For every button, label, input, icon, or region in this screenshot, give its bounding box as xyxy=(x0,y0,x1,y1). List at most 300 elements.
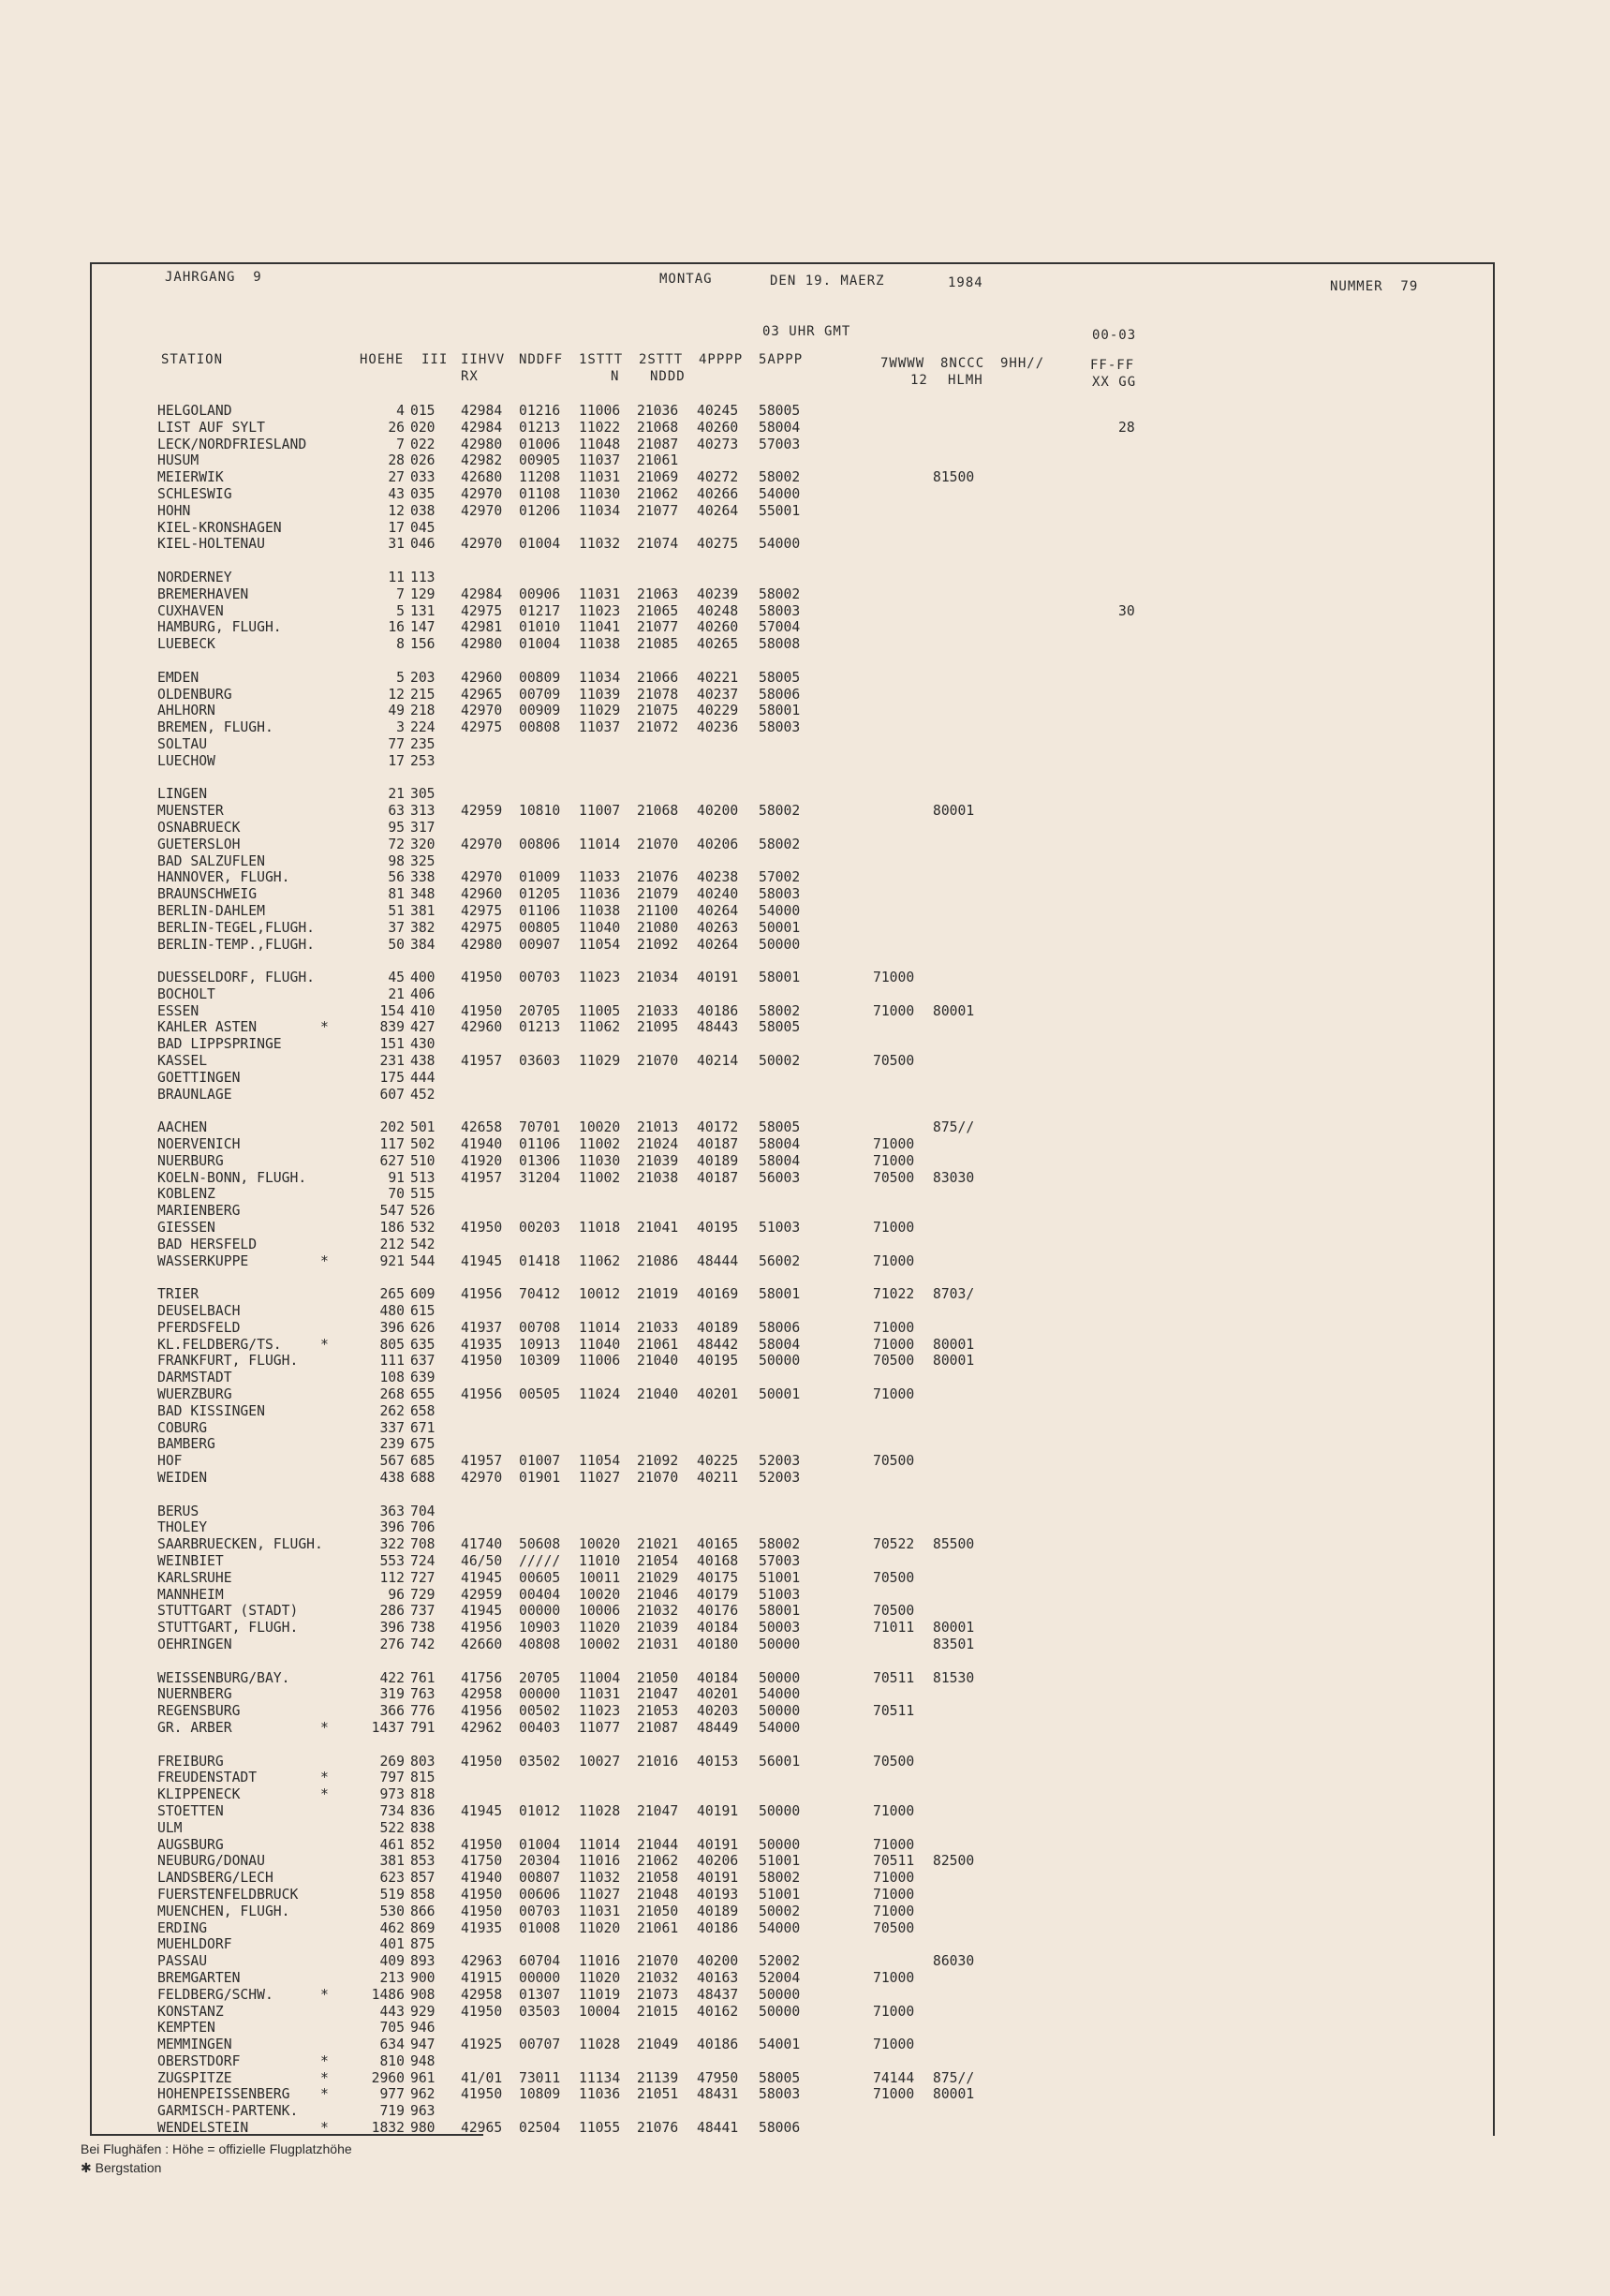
group-nddff: 01217 xyxy=(519,602,561,619)
group-iihvv: 41957 xyxy=(461,1169,503,1186)
mountain-marker: * xyxy=(320,1786,329,1803)
station-number: 729 xyxy=(410,1586,436,1603)
group-1sttt: 11004 xyxy=(579,1669,621,1686)
group-4pppp: 40187 xyxy=(697,1136,739,1153)
station-number: 382 xyxy=(410,919,436,936)
mountain-marker: * xyxy=(320,1986,329,2003)
station-number: 900 xyxy=(410,1969,436,1986)
group-5appp: 58004 xyxy=(759,1152,801,1169)
group-1sttt: 11027 xyxy=(579,1470,621,1486)
group-nddff: 01008 xyxy=(519,1919,561,1936)
station-height: 21 xyxy=(388,786,405,803)
group-8nccc: 81500 xyxy=(933,469,975,486)
group-nddff: 01205 xyxy=(519,886,561,903)
station-number: 338 xyxy=(410,869,436,886)
group-2sttt: 21061 xyxy=(637,1336,679,1353)
group-1sttt: 10004 xyxy=(579,2003,621,2020)
group-nddff: 73011 xyxy=(519,2069,561,2086)
group-5appp: 58006 xyxy=(759,2120,801,2137)
station-number: 908 xyxy=(410,1986,436,2003)
station-height: 175 xyxy=(379,1069,405,1086)
group-7wwww: 70511 xyxy=(873,1853,915,1870)
group-4pppp: 40180 xyxy=(697,1636,739,1652)
station-name: PFERDSFELD xyxy=(157,1319,241,1336)
group-nddff: 00909 xyxy=(519,703,561,719)
group-1sttt: 11062 xyxy=(579,1019,621,1036)
station-name: LECK/NORDFRIESLAND xyxy=(157,436,307,452)
group-1sttt: 11054 xyxy=(579,936,621,953)
group-4pppp: 40238 xyxy=(697,869,739,886)
group-nddff: 01216 xyxy=(519,403,561,419)
station-name: NORDERNEY xyxy=(157,569,232,585)
group-5appp: 58006 xyxy=(759,1319,801,1336)
station-name: LIST AUF SYLT xyxy=(157,419,265,436)
station-height: 705 xyxy=(379,2020,405,2037)
group-2sttt: 21033 xyxy=(637,1002,679,1019)
group-4pppp: 40191 xyxy=(697,1870,739,1887)
group-2sttt: 21065 xyxy=(637,602,679,619)
station-name: BAD KISSINGEN xyxy=(157,1402,265,1419)
group-4pppp: 40237 xyxy=(697,686,739,703)
station-name: ERDING xyxy=(157,1919,208,1936)
station-number: 020 xyxy=(410,419,436,436)
group-2sttt: 21066 xyxy=(637,669,679,686)
station-name: PASSAU xyxy=(157,1953,208,1970)
group-iihvv: 41/01 xyxy=(461,2069,503,2086)
group-nddff: 00703 xyxy=(519,1903,561,1919)
group-4pppp: 40168 xyxy=(697,1552,739,1569)
station-number: 803 xyxy=(410,1753,436,1770)
station-number: 400 xyxy=(410,970,436,986)
station-height: 519 xyxy=(379,1886,405,1903)
group-5appp: 52003 xyxy=(759,1453,801,1470)
station-height: 202 xyxy=(379,1119,405,1136)
group-iihvv: 42984 xyxy=(461,585,503,602)
station-number: 515 xyxy=(410,1186,436,1203)
group-2sttt: 21050 xyxy=(637,1903,679,1919)
group-1sttt: 11023 xyxy=(579,1703,621,1720)
group-nddff: 10913 xyxy=(519,1336,561,1353)
group-nddff: 01010 xyxy=(519,619,561,636)
group-4pppp: 40162 xyxy=(697,2003,739,2020)
group-2sttt: 21047 xyxy=(637,1686,679,1703)
group-4pppp: 47950 xyxy=(697,2069,739,2086)
group-2sttt: 21073 xyxy=(637,1986,679,2003)
group-2sttt: 21013 xyxy=(637,1119,679,1136)
station-name: LINGEN xyxy=(157,786,208,803)
group-nddff: 03502 xyxy=(519,1753,561,1770)
group-5appp: 58003 xyxy=(759,886,801,903)
group-2sttt: 21021 xyxy=(637,1536,679,1553)
col-ff-sub: XX GG xyxy=(1092,375,1137,390)
group-7wwww: 71022 xyxy=(873,1286,915,1303)
group-nddff: 50608 xyxy=(519,1536,561,1553)
group-nddff: 00000 xyxy=(519,1603,561,1620)
group-7wwww: 71000 xyxy=(873,1002,915,1019)
station-name: ULM xyxy=(157,1819,183,1836)
station-name: STUTTGART (STADT) xyxy=(157,1603,299,1620)
station-name: STOETTEN xyxy=(157,1802,224,1819)
group-4pppp: 40193 xyxy=(697,1886,739,1903)
group-iihvv: 42970 xyxy=(461,703,503,719)
group-7wwww: 70522 xyxy=(873,1536,915,1553)
group-5appp: 50000 xyxy=(759,1836,801,1853)
group-iihvv: 41950 xyxy=(461,1903,503,1919)
station-name: GIESSEN xyxy=(157,1220,215,1237)
station-height: 396 xyxy=(379,1519,405,1536)
group-5appp: 58002 xyxy=(759,803,801,820)
group-5appp: 50003 xyxy=(759,1620,801,1637)
group-1sttt: 11023 xyxy=(579,602,621,619)
station-number: 857 xyxy=(410,1870,436,1887)
group-1sttt: 11038 xyxy=(579,636,621,653)
group-2sttt: 21068 xyxy=(637,803,679,820)
station-height: 797 xyxy=(379,1770,405,1786)
group-7wwww: 71000 xyxy=(873,1386,915,1403)
group-iihvv: 41940 xyxy=(461,1870,503,1887)
group-nddff: 70412 xyxy=(519,1286,561,1303)
station-height: 480 xyxy=(379,1303,405,1320)
station-name: MARIENBERG xyxy=(157,1203,241,1220)
station-number: 761 xyxy=(410,1669,436,1686)
station-name: BERLIN-TEGEL,FLUGH. xyxy=(157,919,316,936)
station-name: KAHLER ASTEN xyxy=(157,1019,258,1036)
station-number: 015 xyxy=(410,403,436,419)
station-height: 151 xyxy=(379,1036,405,1053)
group-8nccc: 81530 xyxy=(933,1669,975,1686)
group-1sttt: 11007 xyxy=(579,803,621,820)
station-name: FELDBERG/SCHW. xyxy=(157,1986,273,2003)
station-height: 607 xyxy=(379,1086,405,1103)
group-4pppp: 40263 xyxy=(697,919,739,936)
group-4pppp: 40266 xyxy=(697,485,739,502)
group-5appp: 51003 xyxy=(759,1586,801,1603)
group-5appp: 50002 xyxy=(759,1903,801,1919)
station-name: KIEL-KRONSHAGEN xyxy=(157,519,282,536)
group-iihvv: 42970 xyxy=(461,869,503,886)
station-number: 129 xyxy=(410,585,436,602)
station-name: KOELN-BONN, FLUGH. xyxy=(157,1169,307,1186)
group-4pppp: 48437 xyxy=(697,1986,739,2003)
group-5appp: 54001 xyxy=(759,2037,801,2053)
station-height: 553 xyxy=(379,1552,405,1569)
group-5appp: 58005 xyxy=(759,669,801,686)
date: DEN 19. MAERZ xyxy=(770,274,885,289)
group-4pppp: 40221 xyxy=(697,669,739,686)
group-nddff: 20705 xyxy=(519,1002,561,1019)
group-4pppp: 40260 xyxy=(697,419,739,436)
station-number: 532 xyxy=(410,1220,436,1237)
station-height: 12 xyxy=(388,686,405,703)
station-name: MANNHEIM xyxy=(157,1586,224,1603)
station-height: 111 xyxy=(379,1353,405,1370)
station-name: FREUDENSTADT xyxy=(157,1770,258,1786)
group-7wwww: 71000 xyxy=(873,1903,915,1919)
group-8nccc: 80001 xyxy=(933,1353,975,1370)
station-name: AHLHORN xyxy=(157,703,215,719)
group-5appp: 58005 xyxy=(759,403,801,419)
group-7wwww: 71000 xyxy=(873,1969,915,1986)
station-name: KASSEL xyxy=(157,1053,208,1070)
group-4pppp: 40191 xyxy=(697,1836,739,1853)
station-height: 522 xyxy=(379,1819,405,1836)
station-name: GUETERSLOH xyxy=(157,836,241,852)
station-number: 317 xyxy=(410,819,436,836)
group-4pppp: 40191 xyxy=(697,1802,739,1819)
station-number: 742 xyxy=(410,1636,436,1652)
group-5appp: 57002 xyxy=(759,869,801,886)
group-5appp: 51001 xyxy=(759,1853,801,1870)
station-number: 147 xyxy=(410,619,436,636)
group-iihvv: 42960 xyxy=(461,1019,503,1036)
group-5appp: 58004 xyxy=(759,1336,801,1353)
station-height: 567 xyxy=(379,1453,405,1470)
station-name: HANNOVER, FLUGH. xyxy=(157,869,290,886)
station-number: 708 xyxy=(410,1536,436,1553)
group-5appp: 50000 xyxy=(759,1636,801,1652)
group-nddff: 00403 xyxy=(519,1719,561,1736)
group-2sttt: 21048 xyxy=(637,1886,679,1903)
group-nddff: 00808 xyxy=(519,719,561,736)
station-name: HOF xyxy=(157,1453,183,1470)
group-iihvv: 41950 xyxy=(461,1002,503,1019)
group-4pppp: 40195 xyxy=(697,1353,739,1370)
station-height: 231 xyxy=(379,1053,405,1070)
group-1sttt: 10002 xyxy=(579,1636,621,1652)
group-iihvv: 41925 xyxy=(461,2037,503,2053)
group-5appp: 56002 xyxy=(759,1252,801,1269)
group-5appp: 51001 xyxy=(759,1569,801,1586)
group-5appp: 54000 xyxy=(759,536,801,553)
station-number: 348 xyxy=(410,886,436,903)
group-nddff: 01004 xyxy=(519,1836,561,1853)
group-4pppp: 40172 xyxy=(697,1119,739,1136)
station-number: 045 xyxy=(410,519,436,536)
group-5appp: 58002 xyxy=(759,585,801,602)
group-4pppp: 40184 xyxy=(697,1669,739,1686)
group-1sttt: 11027 xyxy=(579,1886,621,1903)
group-iihvv: 42965 xyxy=(461,2120,503,2137)
group-iihvv: 41956 xyxy=(461,1703,503,1720)
station-number: 838 xyxy=(410,1819,436,1836)
station-height: 77 xyxy=(388,735,405,752)
group-4pppp: 40239 xyxy=(697,585,739,602)
group-2sttt: 21095 xyxy=(637,1019,679,1036)
group-5appp: 57003 xyxy=(759,436,801,452)
station-name: OLDENBURG xyxy=(157,686,232,703)
station-name: NOERVENICH xyxy=(157,1136,241,1153)
group-nddff: 01006 xyxy=(519,436,561,452)
col-7wwww: 7WWWW xyxy=(880,356,925,371)
col-1sttt: 1STTT xyxy=(579,352,624,367)
group-4pppp: 48444 xyxy=(697,1252,739,1269)
group-iihvv: 42958 xyxy=(461,1686,503,1703)
group-2sttt: 21087 xyxy=(637,436,679,452)
group-5appp: 51001 xyxy=(759,1886,801,1903)
group-5appp: 54000 xyxy=(759,1686,801,1703)
group-2sttt: 21092 xyxy=(637,1453,679,1470)
group-iihvv: 41915 xyxy=(461,1969,503,1986)
group-5appp: 58002 xyxy=(759,1870,801,1887)
group-1sttt: 11002 xyxy=(579,1169,621,1186)
station-height: 51 xyxy=(388,902,405,919)
station-height: 805 xyxy=(379,1336,405,1353)
group-iihvv: 41740 xyxy=(461,1536,503,1553)
station-number: 542 xyxy=(410,1236,436,1252)
group-1sttt: 11054 xyxy=(579,1453,621,1470)
group-5appp: 54000 xyxy=(759,1919,801,1936)
group-4pppp: 40195 xyxy=(697,1220,739,1237)
mountain-marker: * xyxy=(320,1019,329,1036)
group-1sttt: 11014 xyxy=(579,836,621,852)
group-1sttt: 11077 xyxy=(579,1719,621,1736)
col-iihvv-sub: RX xyxy=(461,369,479,384)
station-number: 704 xyxy=(410,1503,436,1519)
group-4pppp: 40229 xyxy=(697,703,739,719)
station-name: HELGOLAND xyxy=(157,403,232,419)
group-nddff: 02504 xyxy=(519,2120,561,2137)
station-height: 239 xyxy=(379,1436,405,1453)
group-8nccc: 80001 xyxy=(933,803,975,820)
group-iihvv: 42982 xyxy=(461,452,503,469)
group-5appp: 58003 xyxy=(759,719,801,736)
station-name: SCHLESWIG xyxy=(157,485,232,502)
group-2sttt: 21077 xyxy=(637,502,679,519)
col-nddff: NDDFF xyxy=(519,352,564,367)
group-iihvv: 42960 xyxy=(461,886,503,903)
group-4pppp: 40186 xyxy=(697,1919,739,1936)
group-5appp: 52004 xyxy=(759,1969,801,1986)
station-height: 17 xyxy=(388,752,405,769)
group-1sttt: 11019 xyxy=(579,1986,621,2003)
station-height: 973 xyxy=(379,1786,405,1803)
station-height: 337 xyxy=(379,1419,405,1436)
col-9hh: 9HH// xyxy=(1000,356,1045,371)
group-4pppp: 40189 xyxy=(697,1903,739,1919)
station-height: 26 xyxy=(388,419,405,436)
station-height: 3 xyxy=(396,719,405,736)
group-1sttt: 11018 xyxy=(579,1220,621,1237)
group-4pppp: 40245 xyxy=(697,403,739,419)
station-name: ESSEN xyxy=(157,1002,199,1019)
group-4pppp: 40176 xyxy=(697,1603,739,1620)
group-4pppp: 40272 xyxy=(697,469,739,486)
station-height: 2960 xyxy=(371,2069,405,2086)
group-8nccc: 80001 xyxy=(933,1620,975,1637)
group-1sttt: 11006 xyxy=(579,403,621,419)
group-2sttt: 21072 xyxy=(637,719,679,736)
group-iihvv: 42660 xyxy=(461,1636,503,1652)
station-number: 836 xyxy=(410,1802,436,1819)
station-height: 547 xyxy=(379,1203,405,1220)
group-iihvv: 42960 xyxy=(461,669,503,686)
station-number: 381 xyxy=(410,902,436,919)
col-8nccc-sub: HLMH xyxy=(948,373,983,388)
group-5appp: 57003 xyxy=(759,1552,801,1569)
group-1sttt: 11038 xyxy=(579,902,621,919)
group-1sttt: 11036 xyxy=(579,2086,621,2103)
group-7wwww: 71000 xyxy=(873,1802,915,1819)
station-name: FREIBURG xyxy=(157,1753,224,1770)
station-name: CUXHAVEN xyxy=(157,602,224,619)
group-2sttt: 21062 xyxy=(637,1853,679,1870)
group-2sttt: 21086 xyxy=(637,1252,679,1269)
group-7wwww: 71000 xyxy=(873,1136,915,1153)
group-iihvv: 41956 xyxy=(461,1620,503,1637)
group-2sttt: 21053 xyxy=(637,1703,679,1720)
station-number: 853 xyxy=(410,1853,436,1870)
group-iihvv: 41756 xyxy=(461,1669,503,1686)
group-1sttt: 11030 xyxy=(579,485,621,502)
station-height: 96 xyxy=(388,1586,405,1603)
group-8nccc: 85500 xyxy=(933,1536,975,1553)
group-1sttt: 11031 xyxy=(579,1903,621,1919)
station-number: 980 xyxy=(410,2120,436,2137)
group-nddff: 00809 xyxy=(519,669,561,686)
group-iihvv: 42962 xyxy=(461,1719,503,1736)
group-5appp: 58001 xyxy=(759,970,801,986)
station-number: 947 xyxy=(410,2037,436,2053)
station-number: 215 xyxy=(410,686,436,703)
group-8nccc: 80001 xyxy=(933,1336,975,1353)
group-8nccc: 80001 xyxy=(933,1002,975,1019)
group-1sttt: 11024 xyxy=(579,1386,621,1403)
station-name: OBERSTDORF xyxy=(157,2052,241,2069)
station-number: 671 xyxy=(410,1419,436,1436)
group-4pppp: 40184 xyxy=(697,1620,739,1637)
group-7wwww: 71000 xyxy=(873,1152,915,1169)
group-2sttt: 21058 xyxy=(637,1870,679,1887)
station-height: 154 xyxy=(379,1002,405,1019)
group-5appp: 50000 xyxy=(759,1802,801,1819)
group-1sttt: 10020 xyxy=(579,1119,621,1136)
station-height: 7 xyxy=(396,585,405,602)
col-8nccc: 8NCCC xyxy=(940,356,985,371)
group-2sttt: 21034 xyxy=(637,970,679,986)
group-iihvv: 41950 xyxy=(461,1353,503,1370)
group-2sttt: 21068 xyxy=(637,419,679,436)
group-7wwww: 71000 xyxy=(873,1836,915,1853)
group-2sttt: 21029 xyxy=(637,1569,679,1586)
group-7wwww: 70500 xyxy=(873,1353,915,1370)
group-iihvv: 42959 xyxy=(461,803,503,820)
station-name: NUERNBERG xyxy=(157,1686,232,1703)
group-1sttt: 11005 xyxy=(579,1002,621,1019)
group-2sttt: 21038 xyxy=(637,1169,679,1186)
group-5appp: 50002 xyxy=(759,1053,801,1070)
group-1sttt: 11032 xyxy=(579,1870,621,1887)
group-5appp: 50001 xyxy=(759,919,801,936)
station-height: 72 xyxy=(388,836,405,852)
station-height: 530 xyxy=(379,1903,405,1919)
group-nddff: 00505 xyxy=(519,1386,561,1403)
group-nddff: 00502 xyxy=(519,1703,561,1720)
station-number: 946 xyxy=(410,2020,436,2037)
station-name: WENDELSTEIN xyxy=(157,2120,249,2137)
mountain-marker: * xyxy=(320,2120,329,2137)
group-7wwww: 74144 xyxy=(873,2069,915,2086)
group-iihvv: 42975 xyxy=(461,719,503,736)
station-height: 8 xyxy=(396,636,405,653)
group-5appp: 58001 xyxy=(759,1286,801,1303)
station-height: 212 xyxy=(379,1236,405,1252)
group-nddff: 03603 xyxy=(519,1053,561,1070)
col-7wwww-sub: 12 xyxy=(910,373,928,388)
group-5appp: 50000 xyxy=(759,2003,801,2020)
group-7wwww: 70511 xyxy=(873,1669,915,1686)
station-number: 430 xyxy=(410,1036,436,1053)
group-7wwww: 71000 xyxy=(873,970,915,986)
